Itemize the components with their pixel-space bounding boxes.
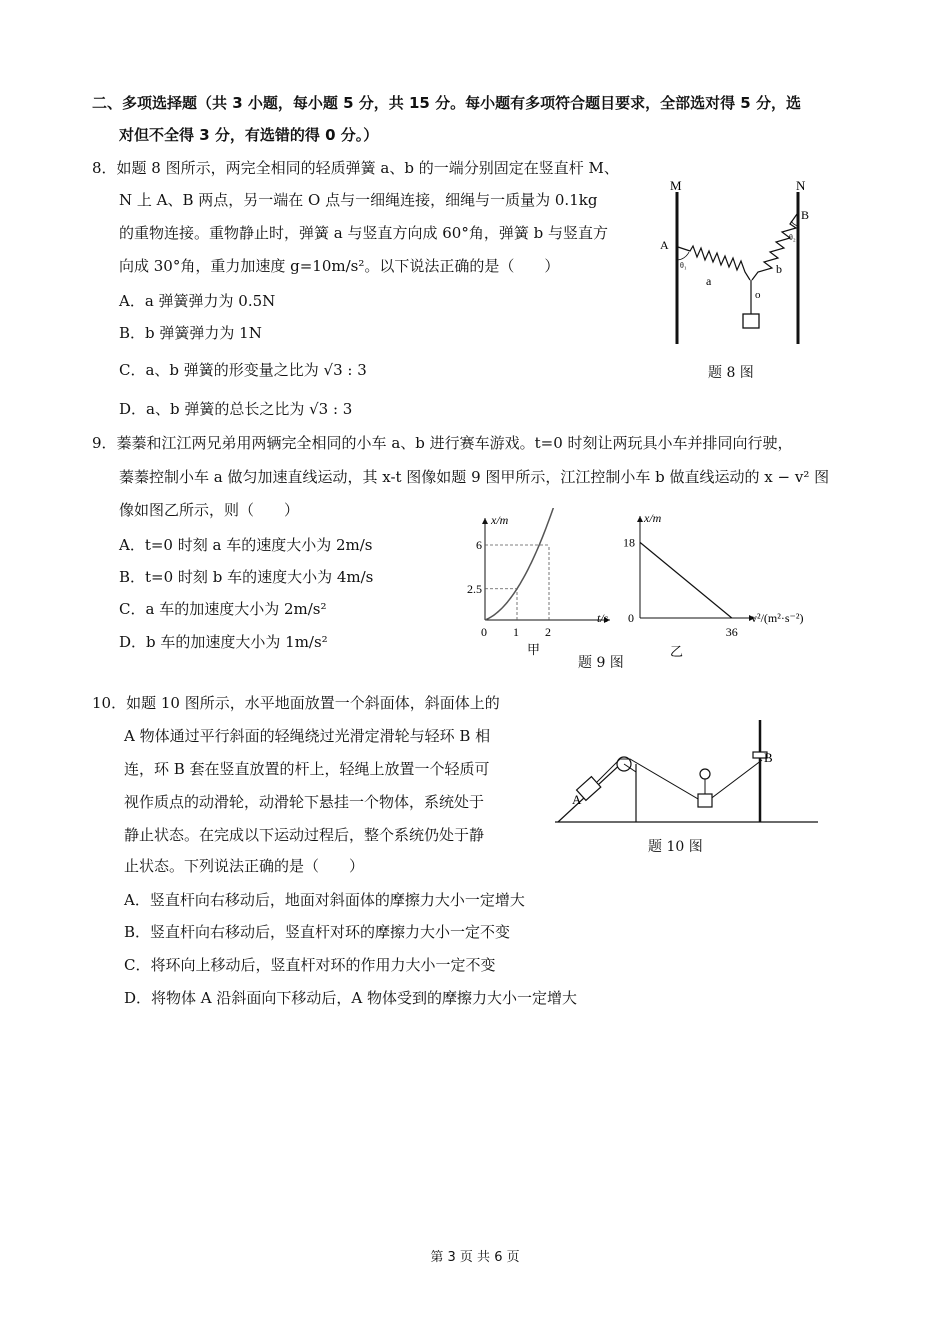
jia-ylabel: x/m [491, 513, 509, 527]
q8-option-d: D．a、b 弹簧的总长之比为 √3 : 3 [119, 400, 353, 418]
jia-ytick-2-5: 2.5 [467, 581, 482, 596]
q10-option-d: D．将物体 A 沿斜面向下移动后，A 物体受到的摩擦力大小一定增大 [124, 989, 577, 1007]
hanging-weight [698, 794, 712, 807]
label-theta2: θ₂ [789, 233, 796, 242]
jia-xtick-2: 2 [545, 625, 551, 639]
section-title-line1: 二、多项选择题（共 3 小题，每小题 5 分，共 15 分。每小题有多项符合题目要求，全部选对得 5 分，选 [92, 94, 801, 112]
q8-line-4: 向成 30°角，重力加速度 g=10m/s²。以下说法正确的是（ ） [119, 257, 560, 275]
figure-10-diagram [550, 712, 825, 837]
q8-line-3: 的重物连接。重物静止时，弹簧 a 与竖直方向成 60°角，弹簧 b 与竖直方 [119, 224, 608, 242]
q9-line-2: 蓁蓁控制小车 a 做匀加速直线运动，其 x-t 图像如题 9 图甲所示，江江控制小车 b 做直线运动的 x − v² 图 [119, 468, 830, 486]
yi-series-line [640, 542, 732, 618]
label-b-point: B [801, 208, 810, 222]
label-m: M [670, 178, 682, 193]
q10-line-2: A 物体通过平行斜面的轻绳绕过光滑定滑轮与轻环 B 相 [124, 727, 491, 745]
spring-a [678, 246, 750, 280]
q10-option-b: B．竖直杆向右移动后，竖直杆对环的摩擦力大小一定不变 [124, 923, 511, 941]
jia-ytick-6: 6 [476, 538, 482, 552]
q9-line-3: 像如图乙所示，则（ ） [119, 501, 300, 519]
jia-xlabel: t/s [597, 611, 609, 625]
q9-option-b: B．t=0 时刻 b 车的速度大小为 4m/s [119, 568, 374, 586]
label-a-point: A [660, 238, 669, 252]
yi-ytick-18: 18 [623, 535, 635, 550]
q8-line-2: N 上 A、B 两点，另一端在 O 点与一细绳连接，细绳与一质量为 0.1kg [119, 191, 598, 209]
chart-yi [615, 508, 825, 678]
q8-line-1: 8．如题 8 图所示，两完全相同的轻质弹簧 a、b 的一端分别固定在竖直杆 M、 [92, 159, 619, 177]
yi-xtick-36: 36 [725, 625, 738, 639]
figure-10-caption: 题 10 图 [648, 839, 703, 855]
jia-xtick-1: 1 [513, 625, 519, 639]
q10-line-4: 视作质点的动滑轮，动滑轮下悬挂一个物体，系统处于 [124, 793, 485, 811]
section-title-line2: 对但不全得 3 分，有选错的得 0 分。） [119, 126, 379, 144]
q9-option-c: C．a 车的加速度大小为 2m/s² [119, 600, 327, 618]
figure-8-diagram [650, 172, 830, 352]
q10-line-5: 静止状态。在完成以下运动过程后，整个系统仍处于静 [124, 826, 485, 844]
q10-option-c: C．将环向上移动后，竖直杆对环的作用力大小一定不变 [124, 956, 496, 974]
jia-title: 甲 [527, 642, 541, 657]
q10-line-3: 连，环 B 套在竖直放置的杆上，轻绳上放置一个轻质可 [124, 760, 490, 778]
moving-pulley [700, 769, 710, 779]
yi-origin: 0 [628, 611, 634, 625]
q8-option-b: B．b 弹簧弹力为 1N [119, 324, 262, 342]
spring-b [752, 214, 797, 280]
yi-xlabel: v²/(m²·s⁻²) [751, 611, 804, 625]
figure-8-caption: 题 8 图 [708, 365, 754, 381]
label-spring-a: a [706, 274, 712, 288]
q10-option-a: A．竖直杆向右移动后，地面对斜面体的摩擦力大小一定增大 [124, 891, 525, 909]
q9-option-d: D．b 车的加速度大小为 1m/s² [119, 633, 328, 651]
label-o: o [755, 289, 761, 301]
label-theta1: θ₁ [680, 261, 687, 270]
chart-jia [455, 508, 625, 663]
jia-xtick-0: 0 [481, 625, 487, 639]
yi-ylabel: x/m [644, 511, 662, 525]
yi-title: 乙 [670, 644, 684, 659]
q8-option-c: C．a、b 弹簧的形变量之比为 √3 : 3 [119, 361, 367, 379]
figure-9-caption: 题 9 图 [578, 655, 624, 671]
label-spring-b: b [776, 262, 782, 276]
label-n: N [796, 178, 806, 193]
q8-option-a: A．a 弹簧弹力为 0.5N [119, 292, 276, 310]
label-ring-b: B [764, 750, 773, 765]
q10-line-1: 10．如题 10 图所示，水平地面放置一个斜面体，斜面体上的 [92, 694, 500, 712]
q9-option-a: A．t=0 时刻 a 车的速度大小为 2m/s [119, 536, 373, 554]
weight-block [743, 314, 759, 328]
q9-line-1: 9．蓁蓁和江江两兄弟用两辆完全相同的小车 a、b 进行赛车游戏。t=0 时刻让两玩具小车并排同向行驶， [92, 434, 793, 452]
label-block-a: A [572, 792, 582, 807]
q10-line-6: 止状态。下列说法正确的是（ ） [124, 857, 365, 875]
angle-arc-theta1 [677, 252, 689, 260]
page-number: 第 3 页 共 6 页 [430, 1250, 520, 1265]
